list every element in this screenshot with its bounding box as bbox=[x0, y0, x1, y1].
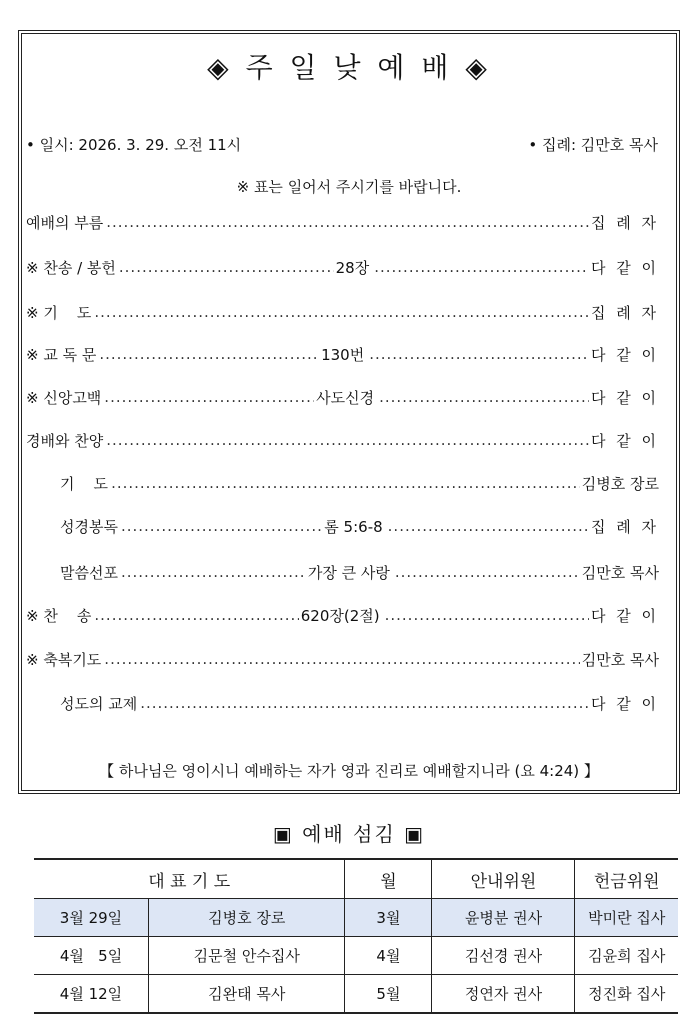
order-item bbox=[60, 472, 659, 494]
duty-month: 5월 bbox=[345, 975, 432, 1014]
duty-header-row bbox=[34, 859, 678, 899]
service-datetime: • 일시: 2026. 3. 29. 오전 11시 bbox=[26, 136, 242, 154]
order-item bbox=[60, 692, 659, 714]
duty-month: 4월 bbox=[345, 937, 432, 975]
usher-name: 윤병분 권사 bbox=[432, 899, 575, 937]
order-item bbox=[26, 256, 659, 278]
header-prayer: 대 표 기 도 bbox=[34, 859, 345, 899]
usher-name: 정연자 권사 bbox=[432, 975, 575, 1014]
order-label: 예배의 부름 bbox=[26, 213, 104, 232]
prayer-name: 김문철 안수집사 bbox=[149, 937, 345, 975]
table-row bbox=[34, 937, 678, 975]
duty-title: ▣ 예배 섬김 ▣ bbox=[272, 822, 426, 846]
duty-month: 3월 bbox=[345, 899, 432, 937]
header-usher: 안내위원 bbox=[432, 859, 575, 899]
order-leader: 다 같 이 bbox=[590, 388, 659, 407]
order-leader: 다 같 이 bbox=[590, 431, 659, 450]
order-leader: 김만호 목사 bbox=[581, 650, 659, 669]
offering-name: 박미란 집사 bbox=[575, 899, 678, 937]
order-label: ※ 신앙고백 bbox=[26, 388, 102, 407]
order-leader: 다 같 이 bbox=[590, 345, 659, 364]
service-title: ◈ 주 일 낮 예 배 ◈ bbox=[207, 51, 491, 84]
usher-name: 김선경 권사 bbox=[432, 937, 575, 975]
order-label: ※ 교 독 문 bbox=[26, 345, 97, 364]
order-detail: 620장(2절) bbox=[300, 606, 380, 625]
order-label: ※ 찬 송 bbox=[26, 606, 92, 625]
order-label: ※ 기 도 bbox=[26, 303, 92, 322]
duty-table bbox=[34, 858, 678, 1014]
table-row bbox=[34, 899, 678, 937]
order-item bbox=[26, 648, 659, 670]
order-label: 기 도 bbox=[60, 474, 109, 493]
order-leader: 집 례 자 bbox=[590, 213, 659, 232]
standing-notice: ※ 표는 일어서 주시기를 바랍니다. bbox=[236, 178, 462, 196]
order-item bbox=[60, 515, 659, 537]
order-detail: 130번 bbox=[321, 345, 365, 364]
prayer-date: 3월 29일 bbox=[34, 899, 149, 937]
order-leader: 집 례 자 bbox=[590, 303, 659, 322]
order-leader: 다 같 이 bbox=[590, 694, 659, 713]
order-leader: 다 같 이 bbox=[590, 258, 659, 277]
order-label: 말씀선포 bbox=[60, 563, 118, 582]
header-offering: 헌금위원 bbox=[575, 859, 678, 899]
order-leader: 다 같 이 bbox=[590, 606, 659, 625]
order-item bbox=[26, 604, 659, 626]
offering-name: 김윤희 집사 bbox=[575, 937, 678, 975]
order-item bbox=[26, 301, 659, 323]
order-label: 성경봉독 bbox=[60, 517, 118, 536]
offering-name: 정진화 집사 bbox=[575, 975, 678, 1014]
order-item bbox=[60, 561, 659, 583]
prayer-name: 김완태 목사 bbox=[149, 975, 345, 1014]
order-item bbox=[26, 386, 659, 408]
order-label: ※ 찬송 / 봉헌 bbox=[26, 258, 116, 277]
order-leader: 김만호 목사 bbox=[581, 563, 659, 582]
prayer-date: 4월 5일 bbox=[34, 937, 149, 975]
order-label: 성도의 교제 bbox=[60, 694, 138, 713]
order-label: 경배와 찬양 bbox=[26, 431, 104, 450]
order-leader: 집 례 자 bbox=[590, 517, 659, 536]
order-item bbox=[26, 429, 659, 451]
order-item bbox=[26, 211, 659, 233]
service-leader: • 집례: 김만호 목사 bbox=[528, 136, 658, 154]
order-detail: 사도신경 bbox=[316, 388, 375, 407]
scripture-verse: 【 하나님은 영이시니 예배하는 자가 영과 진리로 예배할지니라 (요 4:24) 】 bbox=[99, 762, 599, 780]
prayer-date: 4월 12일 bbox=[34, 975, 149, 1014]
header-month: 월 bbox=[345, 859, 432, 899]
order-label: ※ 축복기도 bbox=[26, 650, 102, 669]
prayer-name: 김병호 장로 bbox=[149, 899, 345, 937]
order-detail: 28장 bbox=[335, 258, 370, 277]
order-item bbox=[26, 343, 659, 365]
order-leader: 김병호 장로 bbox=[581, 474, 659, 493]
order-detail: 롬 5:6-8 bbox=[324, 517, 383, 536]
sermon-title: 가장 큰 사랑 bbox=[307, 563, 390, 582]
table-row bbox=[34, 975, 678, 1014]
